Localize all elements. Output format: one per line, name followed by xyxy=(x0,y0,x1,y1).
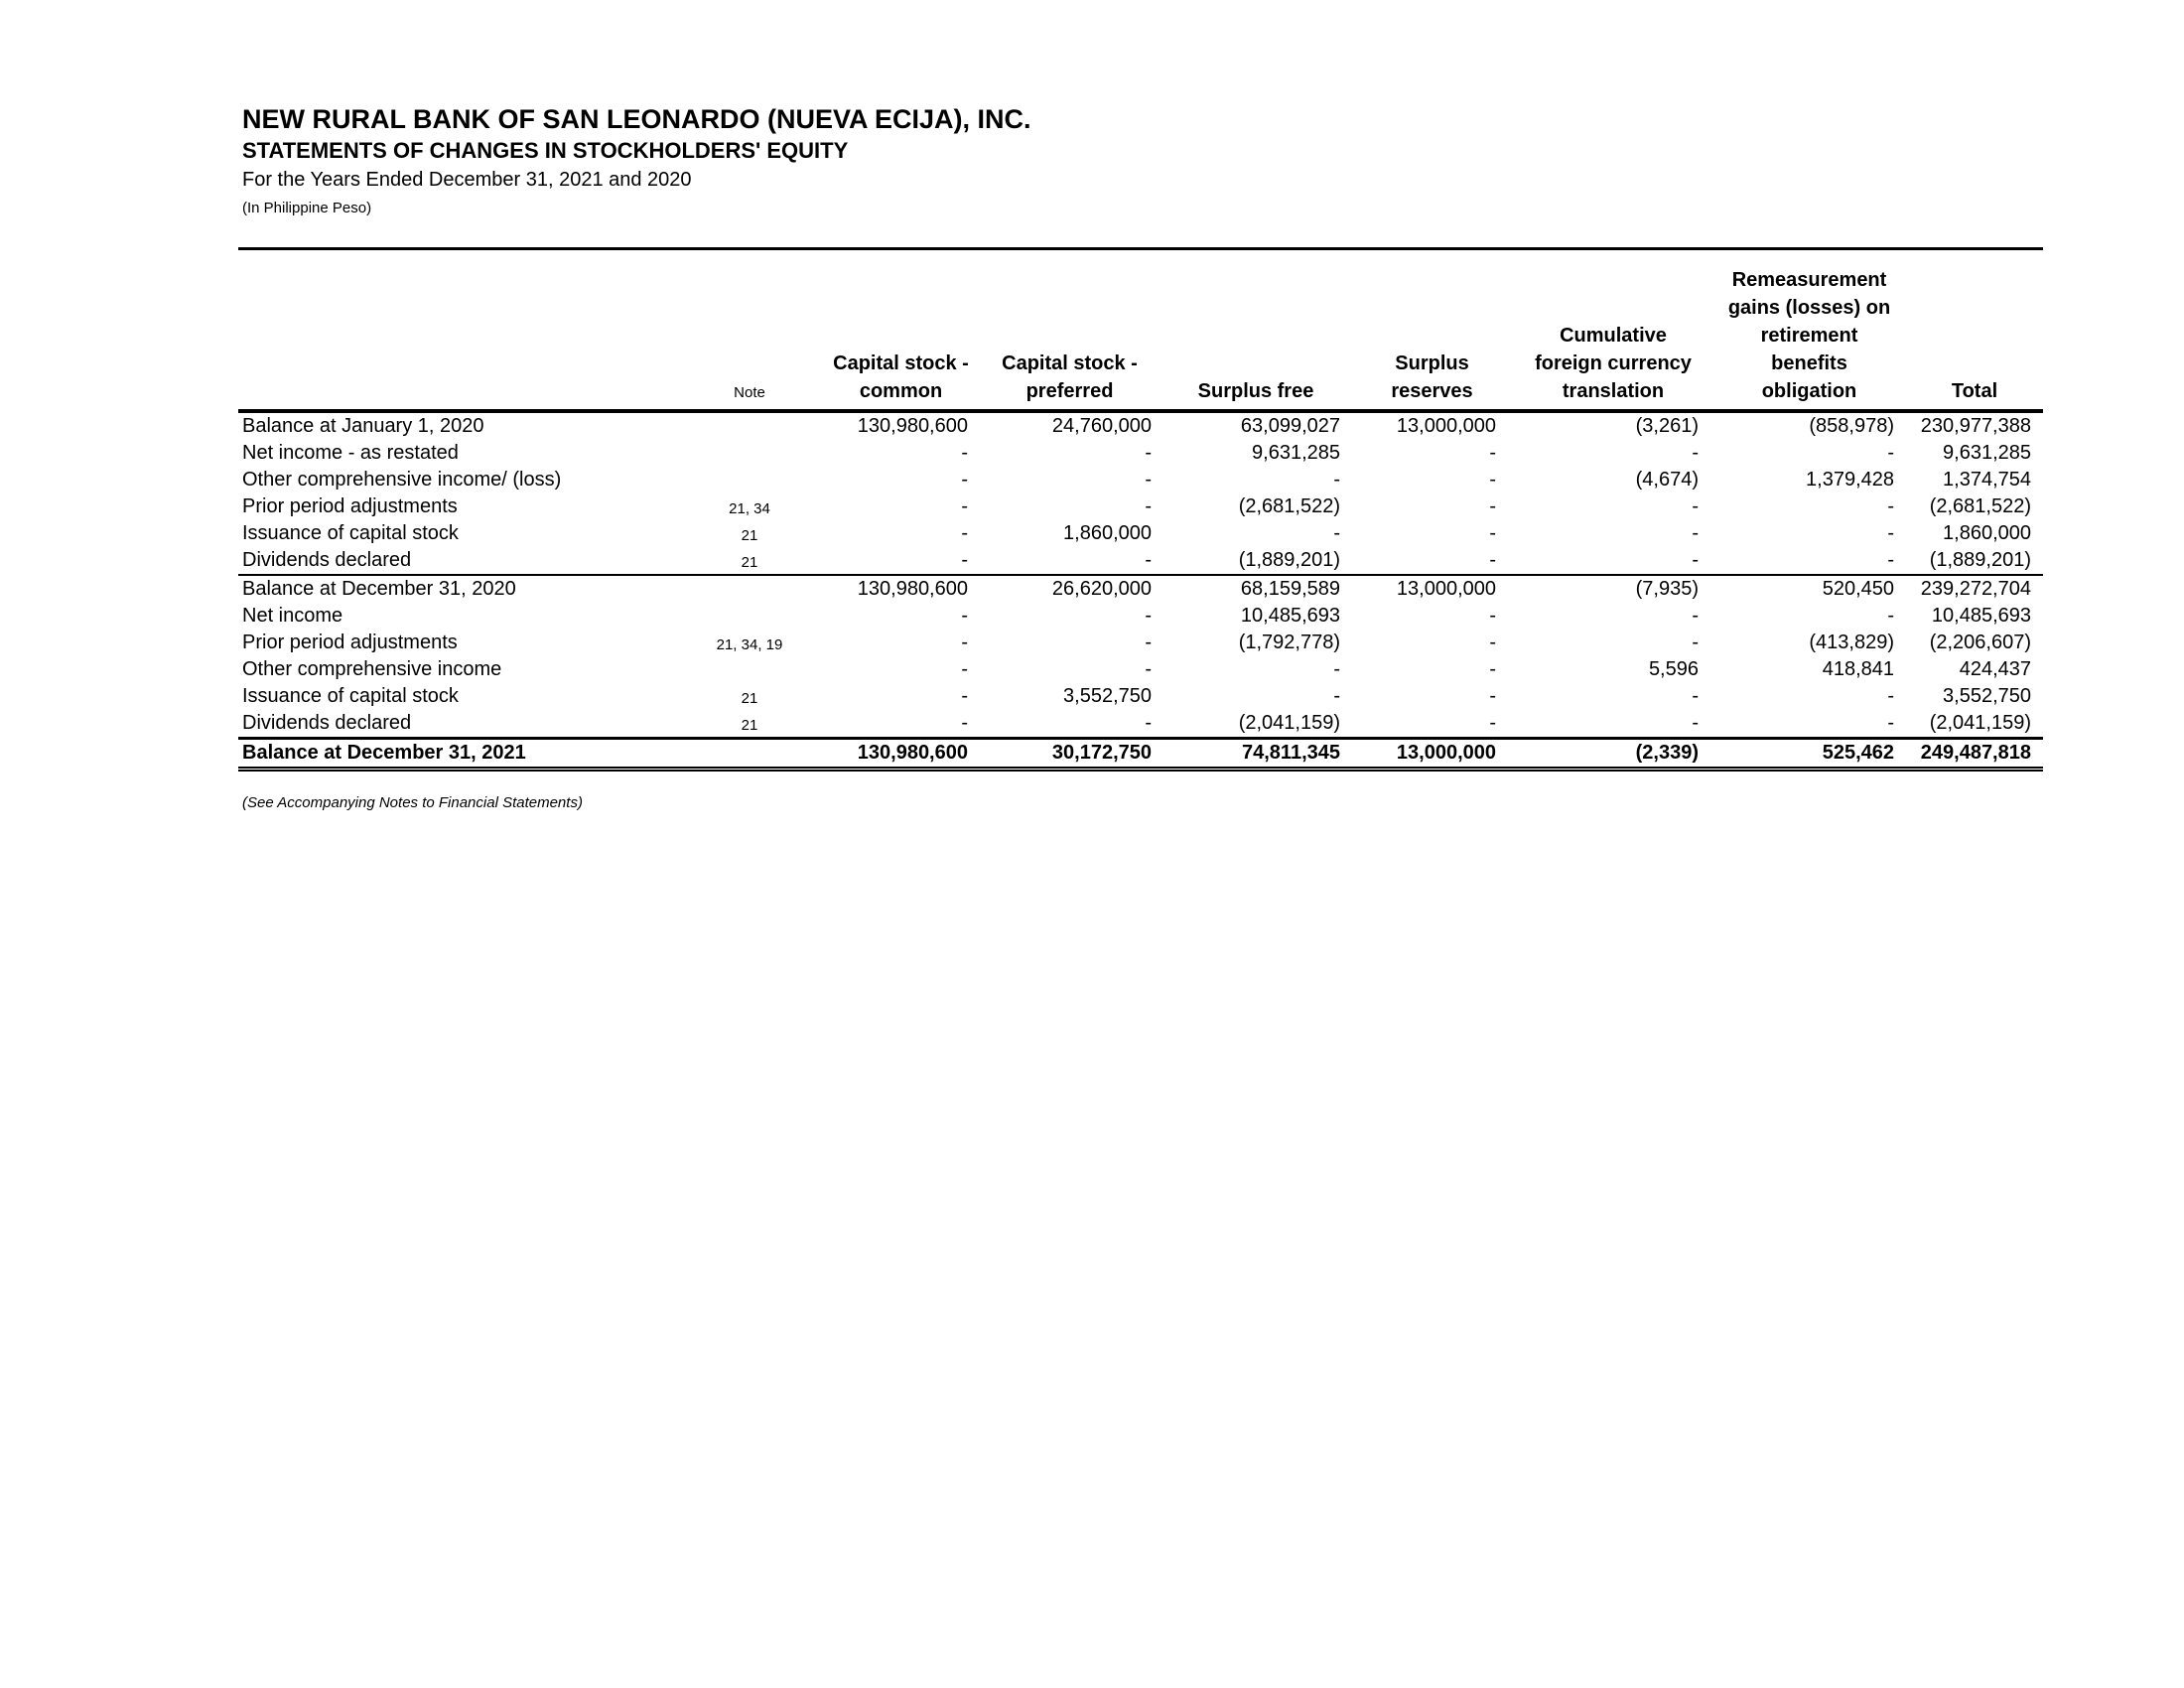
cell-surplus-free: 9,631,285 xyxy=(1252,442,1340,464)
header-line: obligation xyxy=(1761,380,1857,402)
cell-capital-common: 130,980,600 xyxy=(824,575,978,603)
row-label: Prior period adjustments xyxy=(242,495,458,517)
cell-surplus-free: 63,099,027 xyxy=(1240,415,1340,437)
cell-total: 10,485,693 xyxy=(1931,605,2031,627)
cell-remeasurement: - xyxy=(1887,495,1894,517)
remeasurement-header xyxy=(1712,266,1906,411)
cell-cumulative-fx: (3,261) xyxy=(1635,415,1699,437)
row-label: Issuance of capital stock xyxy=(242,685,459,707)
company-name: NEW RURAL BANK OF SAN LEONARDO (NUEVA ECIJA), INC. xyxy=(242,104,1031,134)
row-note: 21 xyxy=(741,554,758,571)
cell-capital-preferred: 30,172,750 xyxy=(978,739,1161,770)
cell-surplus-reserves: - xyxy=(1489,605,1496,627)
equity-table xyxy=(238,266,2043,772)
row-label: Balance at December 31, 2021 xyxy=(238,739,675,770)
cell-cumulative-fx: - xyxy=(1692,685,1699,707)
cell-total: 230,977,388 xyxy=(1920,415,2031,437)
surplus-reserves-header xyxy=(1350,266,1514,411)
row-note xyxy=(675,440,824,467)
header-line: Capital stock - xyxy=(833,352,969,374)
header-line: Total xyxy=(1951,380,1998,402)
cell-capital-preferred: 1,860,000 xyxy=(1063,522,1152,544)
cell-remeasurement: - xyxy=(1887,712,1894,734)
row-note xyxy=(675,575,824,603)
cell-capital-common: 130,980,600 xyxy=(857,415,968,437)
cell-cumulative-fx: - xyxy=(1692,632,1699,653)
column-header-row xyxy=(238,266,2043,411)
statement-title: STATEMENTS OF CHANGES IN STOCKHOLDERS' EQUITY xyxy=(242,138,849,163)
cell-total: (2,206,607) xyxy=(1929,632,2031,653)
header-line: foreign currency xyxy=(1535,352,1692,374)
cell-surplus-reserves: 13,000,000 xyxy=(1350,739,1514,770)
row-note xyxy=(675,603,824,630)
cell-cumulative-fx: (4,674) xyxy=(1635,469,1699,491)
cell-capital-preferred: - xyxy=(1145,632,1152,653)
cell-capital-common: - xyxy=(961,605,968,627)
row-label: Balance at January 1, 2020 xyxy=(242,415,484,437)
header-line: Cumulative xyxy=(1560,325,1667,347)
cell-remeasurement: 1,379,428 xyxy=(1806,469,1894,491)
row-label: Dividends declared xyxy=(242,549,412,571)
cell-cumulative-fx: - xyxy=(1692,712,1699,734)
row-label: Prior period adjustments xyxy=(242,632,458,653)
cell-surplus-reserves: - xyxy=(1489,442,1496,464)
cell-remeasurement: 525,462 xyxy=(1712,739,1906,770)
header-line: reserves xyxy=(1391,380,1473,402)
cell-surplus-reserves: - xyxy=(1489,522,1496,544)
header-line: benefits xyxy=(1771,352,1847,374)
row-note xyxy=(675,739,824,770)
cell-capital-preferred: - xyxy=(1145,658,1152,680)
row-note: 21 xyxy=(741,690,758,707)
header-line: common xyxy=(859,380,943,402)
cell-surplus-reserves: 13,000,000 xyxy=(1396,415,1496,437)
cell-remeasurement: (413,829) xyxy=(1809,632,1894,653)
table-row xyxy=(238,575,2043,603)
cell-surplus-free: (1,792,778) xyxy=(1238,632,1340,653)
cell-surplus-free: 74,811,345 xyxy=(1161,739,1350,770)
cell-total: (2,041,159) xyxy=(1929,712,2031,734)
cell-total: 9,631,285 xyxy=(1943,442,2031,464)
cell-capital-preferred: - xyxy=(1145,495,1152,517)
cell-capital-preferred: 24,760,000 xyxy=(1051,415,1152,437)
cell-remeasurement: (858,978) xyxy=(1809,415,1894,437)
cell-capital-preferred: - xyxy=(1145,442,1152,464)
statement-header xyxy=(242,103,1031,218)
cell-capital-preferred: 3,552,750 xyxy=(1063,685,1152,707)
cell-capital-common: - xyxy=(961,658,968,680)
cell-surplus-free: 68,159,589 xyxy=(1161,575,1350,603)
cell-surplus-reserves: - xyxy=(1489,632,1496,653)
table-row xyxy=(238,656,2043,683)
header-line: gains (losses) on xyxy=(1727,297,1891,319)
table-row xyxy=(238,683,2043,710)
cell-surplus-free: - xyxy=(1333,685,1340,707)
label-column-header xyxy=(238,266,675,411)
cell-cumulative-fx: - xyxy=(1692,549,1699,571)
header-line: Remeasurement xyxy=(1731,269,1887,291)
cell-surplus-free: (1,889,201) xyxy=(1238,549,1340,571)
cell-capital-common: - xyxy=(961,685,968,707)
currency-note: (In Philippine Peso) xyxy=(242,200,372,216)
surplus-free-header xyxy=(1161,266,1350,411)
cell-cumulative-fx: - xyxy=(1692,495,1699,517)
row-label: Dividends declared xyxy=(242,712,412,734)
row-note xyxy=(675,411,824,440)
table-row xyxy=(238,603,2043,630)
cell-total: 424,437 xyxy=(1959,658,2031,680)
row-label: Net income - as restated xyxy=(242,442,459,464)
cell-surplus-free: - xyxy=(1333,658,1340,680)
cell-capital-preferred: - xyxy=(1145,549,1152,571)
cell-surplus-reserves: - xyxy=(1489,549,1496,571)
table-row xyxy=(238,520,2043,547)
cell-cumulative-fx: (2,339) xyxy=(1514,739,1712,770)
cell-total: 1,860,000 xyxy=(1943,522,2031,544)
row-label: Other comprehensive income/ (loss) xyxy=(242,469,562,491)
cell-capital-preferred: - xyxy=(1145,712,1152,734)
statement-period: For the Years Ended December 31, 2021 and 2020 xyxy=(242,169,692,191)
cell-capital-preferred: 26,620,000 xyxy=(978,575,1161,603)
cell-total: 239,272,704 xyxy=(1906,575,2043,603)
cell-surplus-reserves: - xyxy=(1489,658,1496,680)
cell-surplus-free: (2,681,522) xyxy=(1238,495,1340,517)
header-line: Surplus free xyxy=(1197,380,1314,402)
table-row xyxy=(238,547,2043,575)
cell-surplus-reserves: - xyxy=(1489,495,1496,517)
cell-remeasurement: 418,841 xyxy=(1822,658,1894,680)
cell-total: 3,552,750 xyxy=(1943,685,2031,707)
cell-capital-common: - xyxy=(961,549,968,571)
row-label: Other comprehensive income xyxy=(242,658,502,680)
row-note: 21, 34, 19 xyxy=(716,636,783,653)
cell-remeasurement: - xyxy=(1887,522,1894,544)
cell-remeasurement: 520,450 xyxy=(1712,575,1906,603)
cell-total: 249,487,818 xyxy=(1906,739,2043,770)
capital-common-header xyxy=(824,266,978,411)
cell-capital-preferred: - xyxy=(1145,469,1152,491)
cell-cumulative-fx: - xyxy=(1692,522,1699,544)
top-rule xyxy=(238,247,2043,250)
header-line: Surplus xyxy=(1395,352,1469,374)
cell-remeasurement: - xyxy=(1887,549,1894,571)
cell-surplus-reserves: - xyxy=(1489,712,1496,734)
row-label: Issuance of capital stock xyxy=(242,522,459,544)
cell-cumulative-fx: (7,935) xyxy=(1514,575,1712,603)
cell-surplus-reserves: - xyxy=(1489,685,1496,707)
header-line: Capital stock - xyxy=(1002,352,1138,374)
table-row xyxy=(238,440,2043,467)
total-row xyxy=(238,739,2043,770)
row-label: Balance at December 31, 2020 xyxy=(238,575,675,603)
table-row xyxy=(238,710,2043,739)
cell-total: (2,681,522) xyxy=(1929,495,2031,517)
footnote: (See Accompanying Notes to Financial Statements) xyxy=(242,794,583,811)
cell-total: 1,374,754 xyxy=(1943,469,2031,491)
header-line: translation xyxy=(1562,380,1665,402)
cell-total: (1,889,201) xyxy=(1929,549,2031,571)
table-row xyxy=(238,411,2043,440)
capital-preferred-header xyxy=(978,266,1161,411)
cell-surplus-free: (2,041,159) xyxy=(1238,712,1340,734)
cell-remeasurement: - xyxy=(1887,685,1894,707)
table-row xyxy=(238,467,2043,493)
cell-capital-common: - xyxy=(961,712,968,734)
cell-cumulative-fx: - xyxy=(1692,442,1699,464)
total-header xyxy=(1906,266,2043,411)
cell-capital-common: - xyxy=(961,522,968,544)
cell-capital-preferred: - xyxy=(1145,605,1152,627)
cell-remeasurement: - xyxy=(1887,605,1894,627)
table-row xyxy=(238,630,2043,656)
cell-capital-common: - xyxy=(961,495,968,517)
cell-capital-common: - xyxy=(961,442,968,464)
table-row xyxy=(238,493,2043,520)
row-note xyxy=(675,467,824,493)
row-note: 21, 34 xyxy=(729,500,770,517)
header-line: preferred xyxy=(1025,380,1114,402)
cell-cumulative-fx: 5,596 xyxy=(1648,658,1699,680)
note-column-header: Note xyxy=(734,384,765,401)
cell-surplus-reserves: - xyxy=(1489,469,1496,491)
row-note xyxy=(675,656,824,683)
cell-cumulative-fx: - xyxy=(1692,605,1699,627)
header-line: retirement xyxy=(1760,325,1858,347)
cell-capital-common: 130,980,600 xyxy=(824,739,978,770)
cell-remeasurement: - xyxy=(1887,442,1894,464)
cell-surplus-reserves: 13,000,000 xyxy=(1350,575,1514,603)
row-label: Net income xyxy=(242,605,343,627)
cell-capital-common: - xyxy=(961,469,968,491)
cell-surplus-free: 10,485,693 xyxy=(1240,605,1340,627)
cell-surplus-free: - xyxy=(1333,522,1340,544)
cell-surplus-free: - xyxy=(1333,469,1340,491)
cumulative-fx-header xyxy=(1514,266,1712,411)
row-note: 21 xyxy=(741,527,758,544)
cell-capital-common: - xyxy=(961,632,968,653)
row-note: 21 xyxy=(741,717,758,734)
